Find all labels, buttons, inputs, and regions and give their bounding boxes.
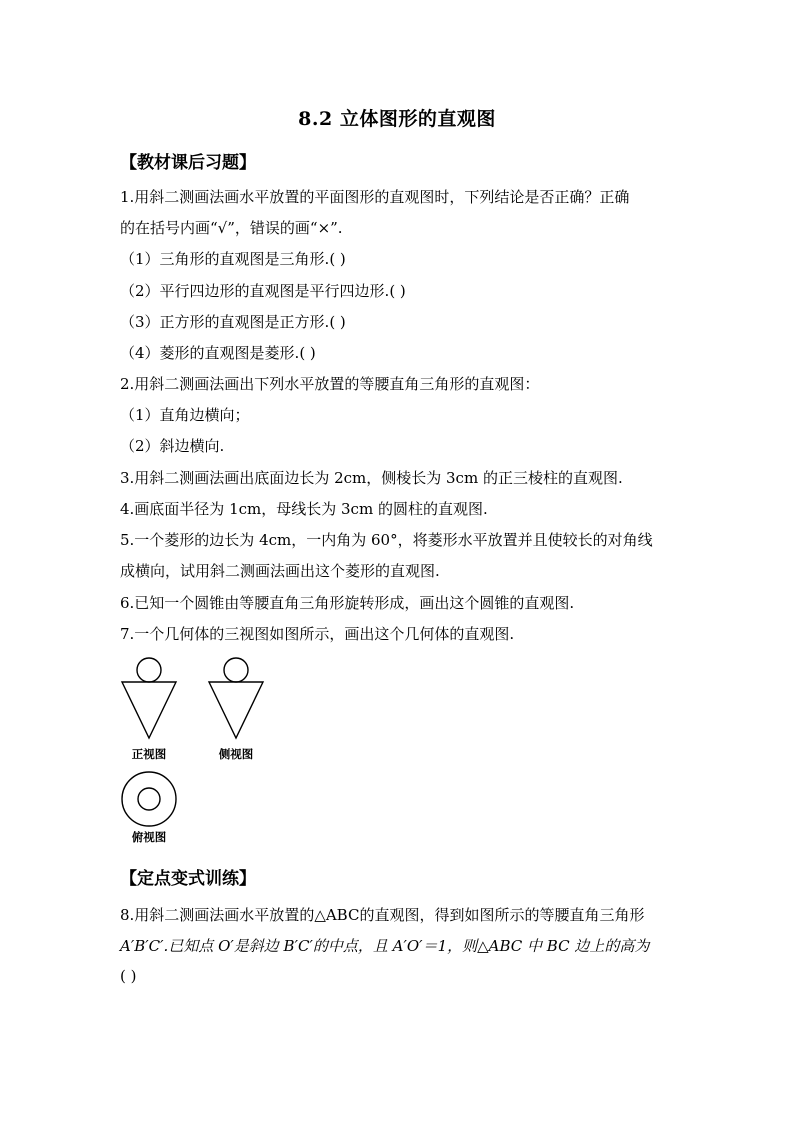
question-1-line-2: 的在括号内画“√”，错误的画“×”. (120, 219, 343, 237)
question-5-line-1: 5.一个菱形的边长为 4cm，一内角为 60°，将菱形水平放置并且使较长的对角线 (120, 531, 653, 549)
question-3-line: 3.用斜二测画法画出底面边长为 2cm，侧棱长为 3cm 的正三棱柱的直观图. (120, 469, 623, 487)
front-view-circle (137, 658, 161, 682)
side-view-triangle (209, 682, 263, 738)
front-view-triangle (122, 682, 176, 738)
question-4-line: 4.画底面半径为 1cm，母线长为 3cm 的圆柱的直观图. (120, 500, 488, 518)
front-view (122, 658, 176, 761)
side-view-label: 侧视图 (218, 747, 254, 761)
top-view (122, 772, 176, 844)
side-view (209, 658, 263, 761)
section-heading-textbook-exercises: 【教材课后习题】 (120, 153, 256, 173)
question-1-item-3: （3）正方形的直观图是正方形.( ) (120, 313, 346, 331)
section-heading-variant-training: 【定点变式训练】 (120, 869, 256, 889)
question-1-item-4: （4）菱形的直观图是菱形.( ) (120, 344, 316, 362)
question-2-item-2: （2）斜边横向. (120, 437, 225, 455)
front-view-label: 正视图 (131, 747, 167, 761)
top-view-outer-circle (122, 772, 176, 826)
question-8-line-1: 8.用斜二测画法画水平放置的△ABC的直观图，得到如图所示的等腰直角三角形 (120, 906, 645, 924)
question-5-line-2: 成横向，试用斜二测画法画出这个菱形的直观图. (120, 562, 440, 580)
question-1-item-1: （1）三角形的直观图是三角形.( ) (120, 250, 346, 268)
top-view-label: 俯视图 (131, 830, 167, 844)
question-8-answer-blank: ( ) (120, 967, 137, 985)
three-view-figure (112, 650, 282, 850)
question-1-item-2: （2）平行四边形的直观图是平行四边形.( ) (120, 282, 406, 300)
question-1-line-1: 1.用斜二测画法画水平放置的平面图形的直观图时，下列结论是否正确？正确 (120, 188, 630, 206)
question-8-line-2: A′B′C′.已知点 O′是斜边 B′C′的中点，且 A′O′＝1，则△ABC 中 BC 边上的高为 (120, 937, 650, 955)
side-view-circle (224, 658, 248, 682)
question-2-item-1: （1）直角边横向； (120, 406, 250, 424)
question-2-line: 2.用斜二测画法画出下列水平放置的等腰直角三角形的直观图： (120, 375, 540, 393)
question-6-line: 6.已知一个圆锥由等腰直角三角形旋转形成，画出这个圆锥的直观图. (120, 594, 575, 612)
question-7-line: 7.一个几何体的三视图如图所示，画出这个几何体的直观图. (120, 625, 515, 643)
top-view-inner-circle (138, 788, 160, 810)
page-title: 8.2 立体图形的直观图 (298, 108, 496, 130)
